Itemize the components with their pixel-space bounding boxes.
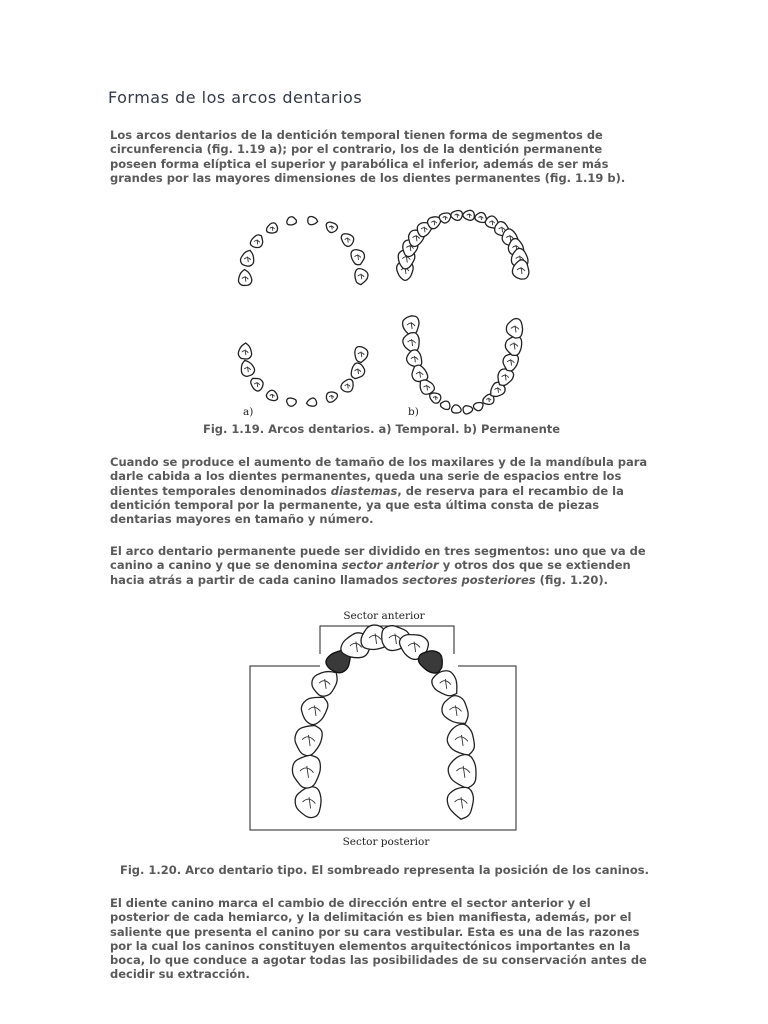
figure-1-20-teeth <box>289 623 480 819</box>
tooth-shape <box>447 787 473 819</box>
page-title: Formas de los arcos dentarios <box>108 88 363 107</box>
figure-dental-arches-temporal-permanent <box>230 200 540 422</box>
paragraph-canine-role: El diente canino marca el cambio de dirección entre el sector anterior y el posterior de cada hemiarco, y la delimitación es bien manifiesta, además, por el saliente que presenta el canino por su cara vestibular. Esta es una de las razones por la cual los caninos constituyen elementos arquitectónicos importantes en la boca, lo que conduce a agotar todas las posibilidades de su conservación antes de decidir su extracción. <box>110 896 647 982</box>
figure-1-19-teeth <box>238 210 529 415</box>
tooth-shape <box>286 397 297 407</box>
tooth-shape <box>324 220 339 234</box>
p3-text-mid: y otros dos que se extienden hacia atrás a partir de cada canino llamados <box>110 558 631 587</box>
figure-1-20-caption: Fig. 1.20. Arco dentario tipo. El sombreado representa la posición de los caninos. <box>120 863 649 877</box>
label-a: a) <box>243 406 254 418</box>
tooth-shape <box>264 221 279 236</box>
tooth-shape <box>290 720 326 759</box>
p3-text-end: (fig. 1.20). <box>535 572 609 587</box>
tooth-shape <box>289 752 323 790</box>
tooth-shape <box>463 405 473 414</box>
p2-text-start: Cuando se produce el aumento de tamaño de los maxilares y de la mandíbula para darle cabida a los dientes permanentes, queda una serie de espacios entre los dientes temporales denominados <box>110 455 648 498</box>
tooth-shape <box>446 753 480 792</box>
term-diastemas: diastemas <box>330 483 398 498</box>
p2-text-end: , de reserva para el recambio de la dentición temporal por la permanente, ya que esta última consta de piezas dentarias mayores en tamaño y número. <box>110 483 624 527</box>
tooth-shape <box>506 318 523 338</box>
tooth-shape <box>286 216 297 226</box>
figure-dental-arch-sectors <box>248 602 520 850</box>
sector-posterior-bracket <box>250 666 516 830</box>
paragraph-arch-segments <box>110 544 650 587</box>
term-sector-anterior: sector anterior <box>341 558 439 573</box>
label-b: b) <box>408 406 419 418</box>
sector-anterior-label: Sector anterior <box>343 610 425 622</box>
tooth-shape <box>295 786 321 817</box>
figure-1-19-caption: Fig. 1.19. Arcos dentarios. a) Temporal. b) Permanente <box>203 422 561 436</box>
tooth-shape <box>451 404 462 413</box>
tooth-shape <box>439 399 451 410</box>
tooth-shape <box>307 216 318 226</box>
term-sectores-posteriores: sectores posteriores <box>402 572 536 587</box>
tooth-shape <box>306 398 317 408</box>
sector-posterior-label: Sector posterior <box>342 836 430 848</box>
paragraph-diastemas <box>110 455 650 526</box>
p3-text-start: El arco dentario permanente puede ser dividido en tres segmentos: uno que va de canino a canino y que se denomina <box>110 544 646 573</box>
paragraph-arch-shapes: Los arcos dentarios de la dentición temporal tienen forma de segmentos de circunferencia (fig. 1.19 a); por el contrario, los de la dentición permanente poseen forma elíptica el superior y parabólica el inferior, además de ser más grandes por las mayores dimensiones de los dientes permanentes (fig. 1.19 b). <box>110 128 626 185</box>
tooth-shape <box>462 210 474 221</box>
tooth-shape <box>450 210 463 221</box>
